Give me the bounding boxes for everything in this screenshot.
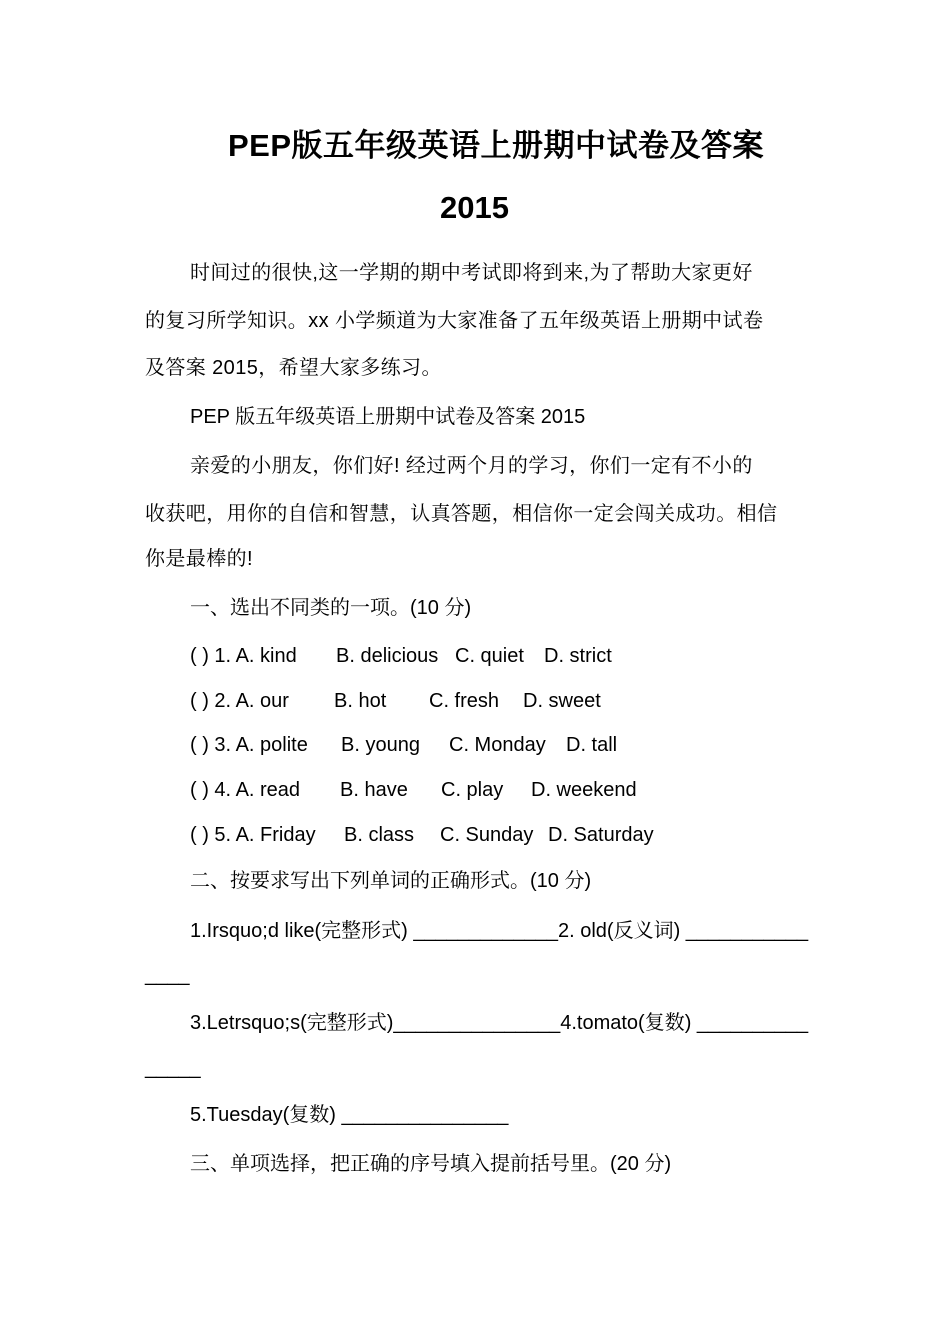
intro-line-2: 的复习所学知识。xx 小学频道为大家准备了五年级英语上册期中试卷 — [145, 310, 764, 332]
section2-item-5: 5.Tuesday(复数) _______________ — [190, 1104, 509, 1126]
section2-item-3-4: 3.Letrsquo;s(完整形式)_______________4.tomato(复数) __________ — [190, 1012, 809, 1034]
option-d: D. tall — [566, 734, 618, 756]
option-c: C. Monday — [449, 734, 546, 756]
document-title-year: 2015 — [440, 190, 509, 225]
greeting-line-3: 你是最棒的! — [145, 548, 253, 570]
option-c: C. Sunday — [440, 824, 534, 846]
greeting-line-2: 收获吧，用你的自信和智慧，认真答题，相信你一定会闯关成功。相信 — [145, 503, 778, 525]
option-b: B. hot — [334, 690, 387, 712]
option-d: D. weekend — [531, 779, 637, 801]
option-d: D. strict — [544, 645, 612, 667]
option-d: D. Saturday — [548, 824, 654, 846]
section3-heading: 三、单项选择，把正确的序号填入提前括号里。(20 分) — [190, 1153, 672, 1175]
option-d: D. sweet — [523, 690, 601, 712]
intro-line-1: 时间过的很快,这一学期的期中考试即将到来,为了帮助大家更好 — [190, 262, 753, 284]
intro-line-3: 及答案 2015，希望大家多练习。 — [145, 357, 442, 379]
option-c: C. quiet — [455, 645, 524, 667]
question-number: ( ) 2. A. our — [190, 690, 289, 712]
option-b: B. young — [341, 734, 420, 756]
section2-item-2-continuation: ____ — [145, 964, 190, 986]
option-b: B. delicious — [336, 645, 439, 667]
section1-heading: 一、选出不同类的一项。(10 分) — [190, 597, 472, 619]
section2-heading: 二、按要求写出下列单词的正确形式。(10 分) — [190, 870, 592, 892]
question-number: ( ) 1. A. kind — [190, 645, 297, 667]
option-b: B. have — [340, 779, 408, 801]
question-number: ( ) 5. A. Friday — [190, 824, 316, 846]
option-c: C. play — [441, 779, 504, 801]
section2-item-1-2: 1.Irsquo;d like(完整形式) _____________2. old(反义词) ___________ — [190, 920, 809, 942]
option-b: B. class — [344, 824, 415, 846]
option-c: C. fresh — [429, 690, 500, 712]
subtitle: PEP 版五年级英语上册期中试卷及答案 2015 — [190, 406, 586, 428]
greeting-line-1: 亲爱的小朋友，你们好! 经过两个月的学习，你们一定有不小的 — [190, 455, 753, 477]
question-number: ( ) 4. A. read — [190, 779, 301, 801]
question-number: ( ) 3. A. polite — [190, 734, 308, 756]
document-title: PEP版五年级英语上册期中试卷及答案 — [228, 128, 765, 163]
section2-item-4-continuation: _____ — [145, 1057, 201, 1079]
